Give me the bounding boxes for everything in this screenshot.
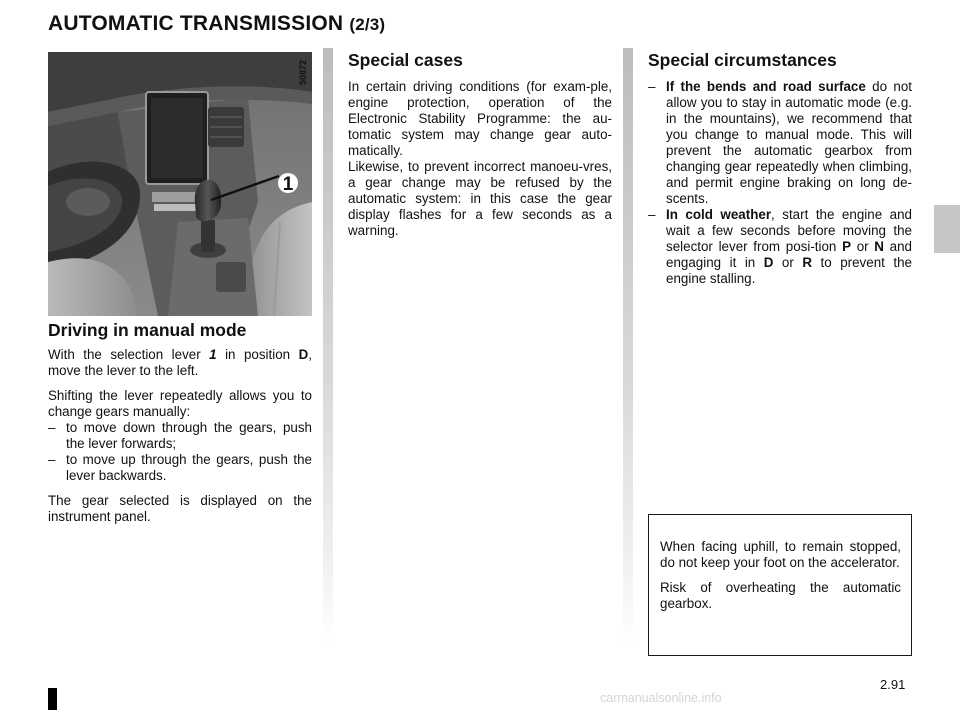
page-title xyxy=(48,12,385,36)
uphill-note-text: When facing uphill, to remain stopped, do not keep your foot on the accelerator. xyxy=(660,539,901,570)
manual-shift-text: Shifting the lever repeatedly allows you to change gears manually: xyxy=(48,388,312,419)
list-item xyxy=(648,207,912,287)
list-item: – to move down through the gears, push the lever forwards; xyxy=(48,420,312,452)
special-circumstances-section xyxy=(648,50,912,287)
uphill-warning-box xyxy=(648,514,912,656)
special-cases-text-2: Likewise, to prevent incorrect manoeu-vres, a gear change may be refused by the automatic system: in this case the gear display flashes for a few seconds as a warning. xyxy=(348,159,612,238)
or-text: or xyxy=(773,255,803,270)
manual-shift-block xyxy=(48,388,312,484)
gear-lever-photo xyxy=(48,52,312,316)
manual-mode-section xyxy=(48,320,312,525)
intro-text-b: in position xyxy=(216,347,299,362)
intro-text-c: , move the lever to the left. xyxy=(48,347,312,378)
lever-callout-number: 1 xyxy=(282,174,294,195)
special-cases-section xyxy=(348,50,612,239)
bends-emphasis: If the bends and road surface xyxy=(666,79,866,94)
page-number: 2.91 xyxy=(880,677,906,692)
list-item xyxy=(648,79,912,207)
position-letter: D xyxy=(298,347,309,362)
manual-mode-intro xyxy=(48,347,312,379)
column-divider-left xyxy=(323,48,333,643)
list-item: – to move up through the gears, push the lever backwards. xyxy=(48,452,312,484)
shift-instructions-list xyxy=(48,420,312,484)
circumstances-list xyxy=(648,79,912,287)
manual-mode-heading: Driving in manual mode xyxy=(48,320,247,340)
position-r: R xyxy=(802,255,813,270)
position-p: P xyxy=(842,239,851,254)
bends-text: do not allow you to stay in automatic mode (e.g. in the mountains), we recommend that you change to manual mode. This will prevent the automatic gearbox from changing gear repeatedly when climbing, and permit engine braking on long de-scents. xyxy=(666,79,913,206)
intro-text-a: With the selection lever xyxy=(48,347,210,362)
special-circumstances-heading: Special circumstances xyxy=(648,50,837,70)
page-title-text: AUTOMATIC TRANSMISSION xyxy=(48,12,344,35)
or-text: or xyxy=(851,239,875,254)
page-corner-mark xyxy=(48,688,57,710)
special-cases-heading: Special cases xyxy=(348,50,463,70)
figure-reference-code: 50872 xyxy=(298,60,308,86)
position-d: D xyxy=(763,255,774,270)
cold-weather-emphasis: In cold weather xyxy=(666,207,772,222)
interior-illustration xyxy=(48,52,312,316)
overheating-risk-text: Risk of overheating the automatic gearbox. xyxy=(660,580,901,611)
position-n: N xyxy=(874,239,884,254)
column-divider-right xyxy=(623,48,633,643)
cold-text-b: and engaging it in xyxy=(666,239,912,270)
cold-text-c: to prevent the engine stalling. xyxy=(666,255,912,286)
gear-display-text: The gear selected is displayed on the instrument panel. xyxy=(48,493,312,524)
chapter-tab-marker xyxy=(934,205,960,253)
watermark: carmanualsonline.info xyxy=(600,691,722,705)
cold-text-a: , start the engine and wait a few seconds before moving the selector lever from posi-tion xyxy=(666,207,912,254)
special-cases-text-1: In certain driving conditions (for exam-ple, engine protection, operation of the Electronic Stability Programme: the au-tomatic system may change gear auto-matically. xyxy=(348,79,612,158)
lever-number: 1 xyxy=(209,347,217,362)
page-part-indicator: (2/3) xyxy=(349,15,386,34)
